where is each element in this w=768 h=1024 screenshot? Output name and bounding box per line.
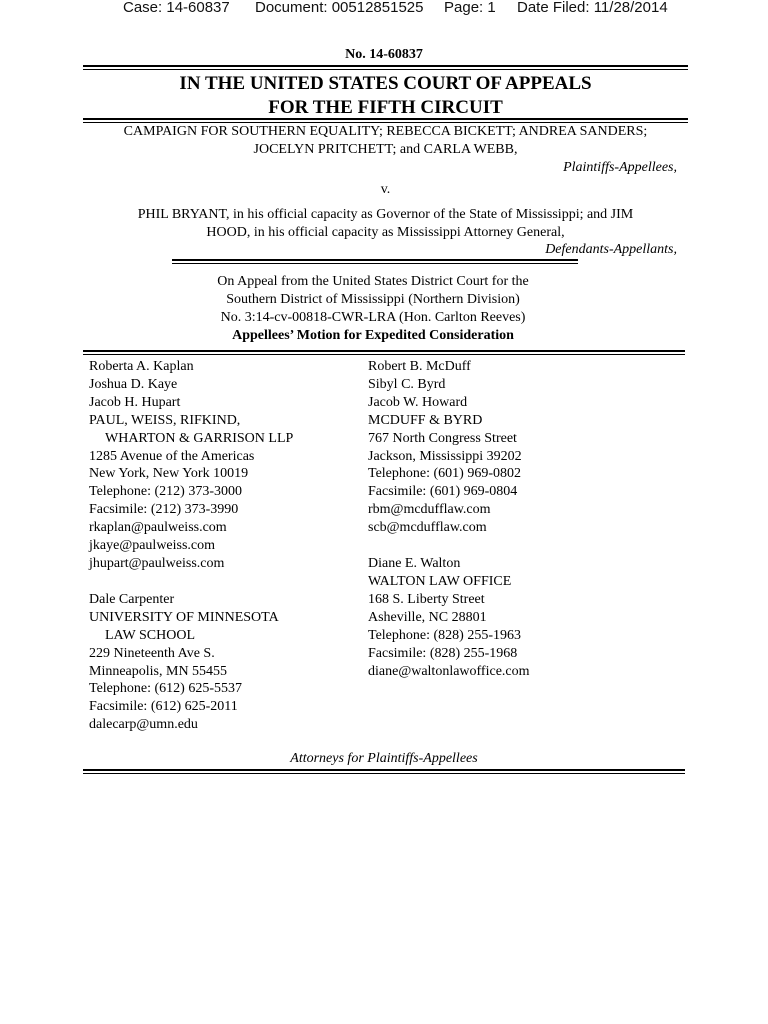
- firm-name: PAUL, WEISS, RIFKIND,: [89, 412, 241, 428]
- counsel-line: Jacob H. Hupart: [89, 394, 181, 410]
- counsel-email: jkaye@paulweiss.com: [89, 538, 216, 554]
- defendants-line-1: PHIL BRYANT, in his official capacity as Governor of the State of Mississippi; and JIM: [137, 207, 634, 222]
- counsel-line: Robert B. McDuff: [368, 359, 471, 374]
- counsel-email: dalecarp@umn.edu: [89, 717, 198, 733]
- counsel-right: [368, 358, 530, 680]
- counsel-line: Dale Carpenter: [89, 591, 175, 607]
- counsel-fax: Facsimile: (828) 255-1968: [368, 645, 518, 661]
- counsel-phone: Telephone: (828) 255-1963: [368, 627, 521, 643]
- firm-name-cont: WHARTON & GARRISON LLP: [105, 430, 294, 446]
- counsel-phone: Telephone: (612) 625-5537: [89, 681, 242, 697]
- counsel-fax: Facsimile: (601) 969-0804: [368, 484, 518, 500]
- docket-number: No. 14-60837: [345, 47, 423, 62]
- counsel-email: rkaplan@paulweiss.com: [89, 520, 227, 536]
- motion-title: Appellees’ Motion for Expedited Consideration: [232, 328, 514, 343]
- ecf-filing-header: [0, 0, 768, 18]
- counsel-phone: Telephone: (212) 373-3000: [89, 484, 242, 500]
- rule-below-caption: [172, 259, 578, 264]
- counsel-email: rbm@mcdufflaw.com: [368, 502, 491, 518]
- case-number: Case: 14-60837: [123, 0, 230, 16]
- counsel-line: 168 S. Liberty Street: [368, 591, 485, 607]
- counsel-email: scb@mcdufflaw.com: [368, 520, 487, 536]
- counsel-email: jhupart@paulweiss.com: [89, 555, 225, 571]
- counsel-line: Joshua D. Kaye: [89, 376, 178, 392]
- defendants-role: Defendants-Appellants,: [545, 242, 677, 257]
- counsel-line: Asheville, NC 28801: [368, 609, 487, 625]
- counsel-left: [89, 358, 293, 734]
- court-name: [83, 72, 688, 120]
- page-number: Page: 1: [444, 0, 496, 16]
- plaintiffs-line-2: JOCELYN PRITCHETT; and CARLA WEBB,: [253, 142, 518, 157]
- plaintiffs-caption: [83, 123, 688, 159]
- counsel-line: Sibyl C. Byrd: [368, 376, 446, 392]
- firm-name-cont: LAW SCHOOL: [105, 627, 196, 643]
- appeal-line-1: On Appeal from the United States District Court for the: [217, 274, 529, 289]
- document-number: Document: 00512851525: [255, 0, 424, 16]
- counsel-line: 229 Nineteenth Ave S.: [89, 645, 215, 661]
- versus: v.: [380, 182, 391, 197]
- court-line-2: FOR THE FIFTH CIRCUIT: [268, 97, 503, 118]
- rule-top: [83, 65, 688, 70]
- counsel-line: Diane E. Walton: [368, 556, 461, 572]
- plaintiffs-line-1: CAMPAIGN FOR SOUTHERN EQUALITY; REBECCA BICKETT; ANDREA SANDERS;: [123, 124, 648, 139]
- counsel-line: Jacob W. Howard: [368, 394, 468, 410]
- counsel-fax: Facsimile: (612) 625-2011: [89, 699, 238, 715]
- firm-name: MCDUFF & BYRD: [368, 412, 483, 428]
- firm-name: WALTON LAW OFFICE: [368, 573, 512, 589]
- date-filed: Date Filed: 11/28/2014: [517, 0, 668, 16]
- defendants-caption: [83, 206, 688, 242]
- court-line-1: IN THE UNITED STATES COURT OF APPEALS: [179, 73, 592, 94]
- appeal-line-2: Southern District of Mississippi (Northern Division): [226, 292, 520, 307]
- firm-name: UNIVERSITY OF MINNESOTA: [89, 609, 279, 625]
- counsel-line: 767 North Congress Street: [368, 430, 517, 446]
- appeal-info: [83, 273, 663, 345]
- counsel-line: New York, New York 10019: [89, 466, 249, 482]
- defendants-line-2: HOOD, in his official capacity as Mississippi Attorney General,: [206, 225, 565, 240]
- counsel-line: Minneapolis, MN 55455: [89, 663, 228, 679]
- rule-above-counsel: [83, 350, 685, 355]
- counsel-fax: Facsimile: (212) 373-3990: [89, 502, 239, 518]
- counsel-line: Jackson, Mississippi 39202: [368, 448, 522, 464]
- counsel-email: diane@waltonlawoffice.com: [368, 663, 530, 679]
- rule-bottom: [83, 769, 685, 774]
- plaintiffs-role: Plaintiffs-Appellees,: [563, 160, 677, 175]
- appeal-line-3: No. 3:14-cv-00818-CWR-LRA (Hon. Carlton Reeves): [220, 310, 526, 325]
- counsel-line: Roberta A. Kaplan: [89, 359, 194, 374]
- counsel-phone: Telephone: (601) 969-0802: [368, 466, 521, 482]
- counsel-line: 1285 Avenue of the Americas: [89, 448, 255, 464]
- attorneys-for: Attorneys for Plaintiffs-Appellees: [290, 751, 478, 766]
